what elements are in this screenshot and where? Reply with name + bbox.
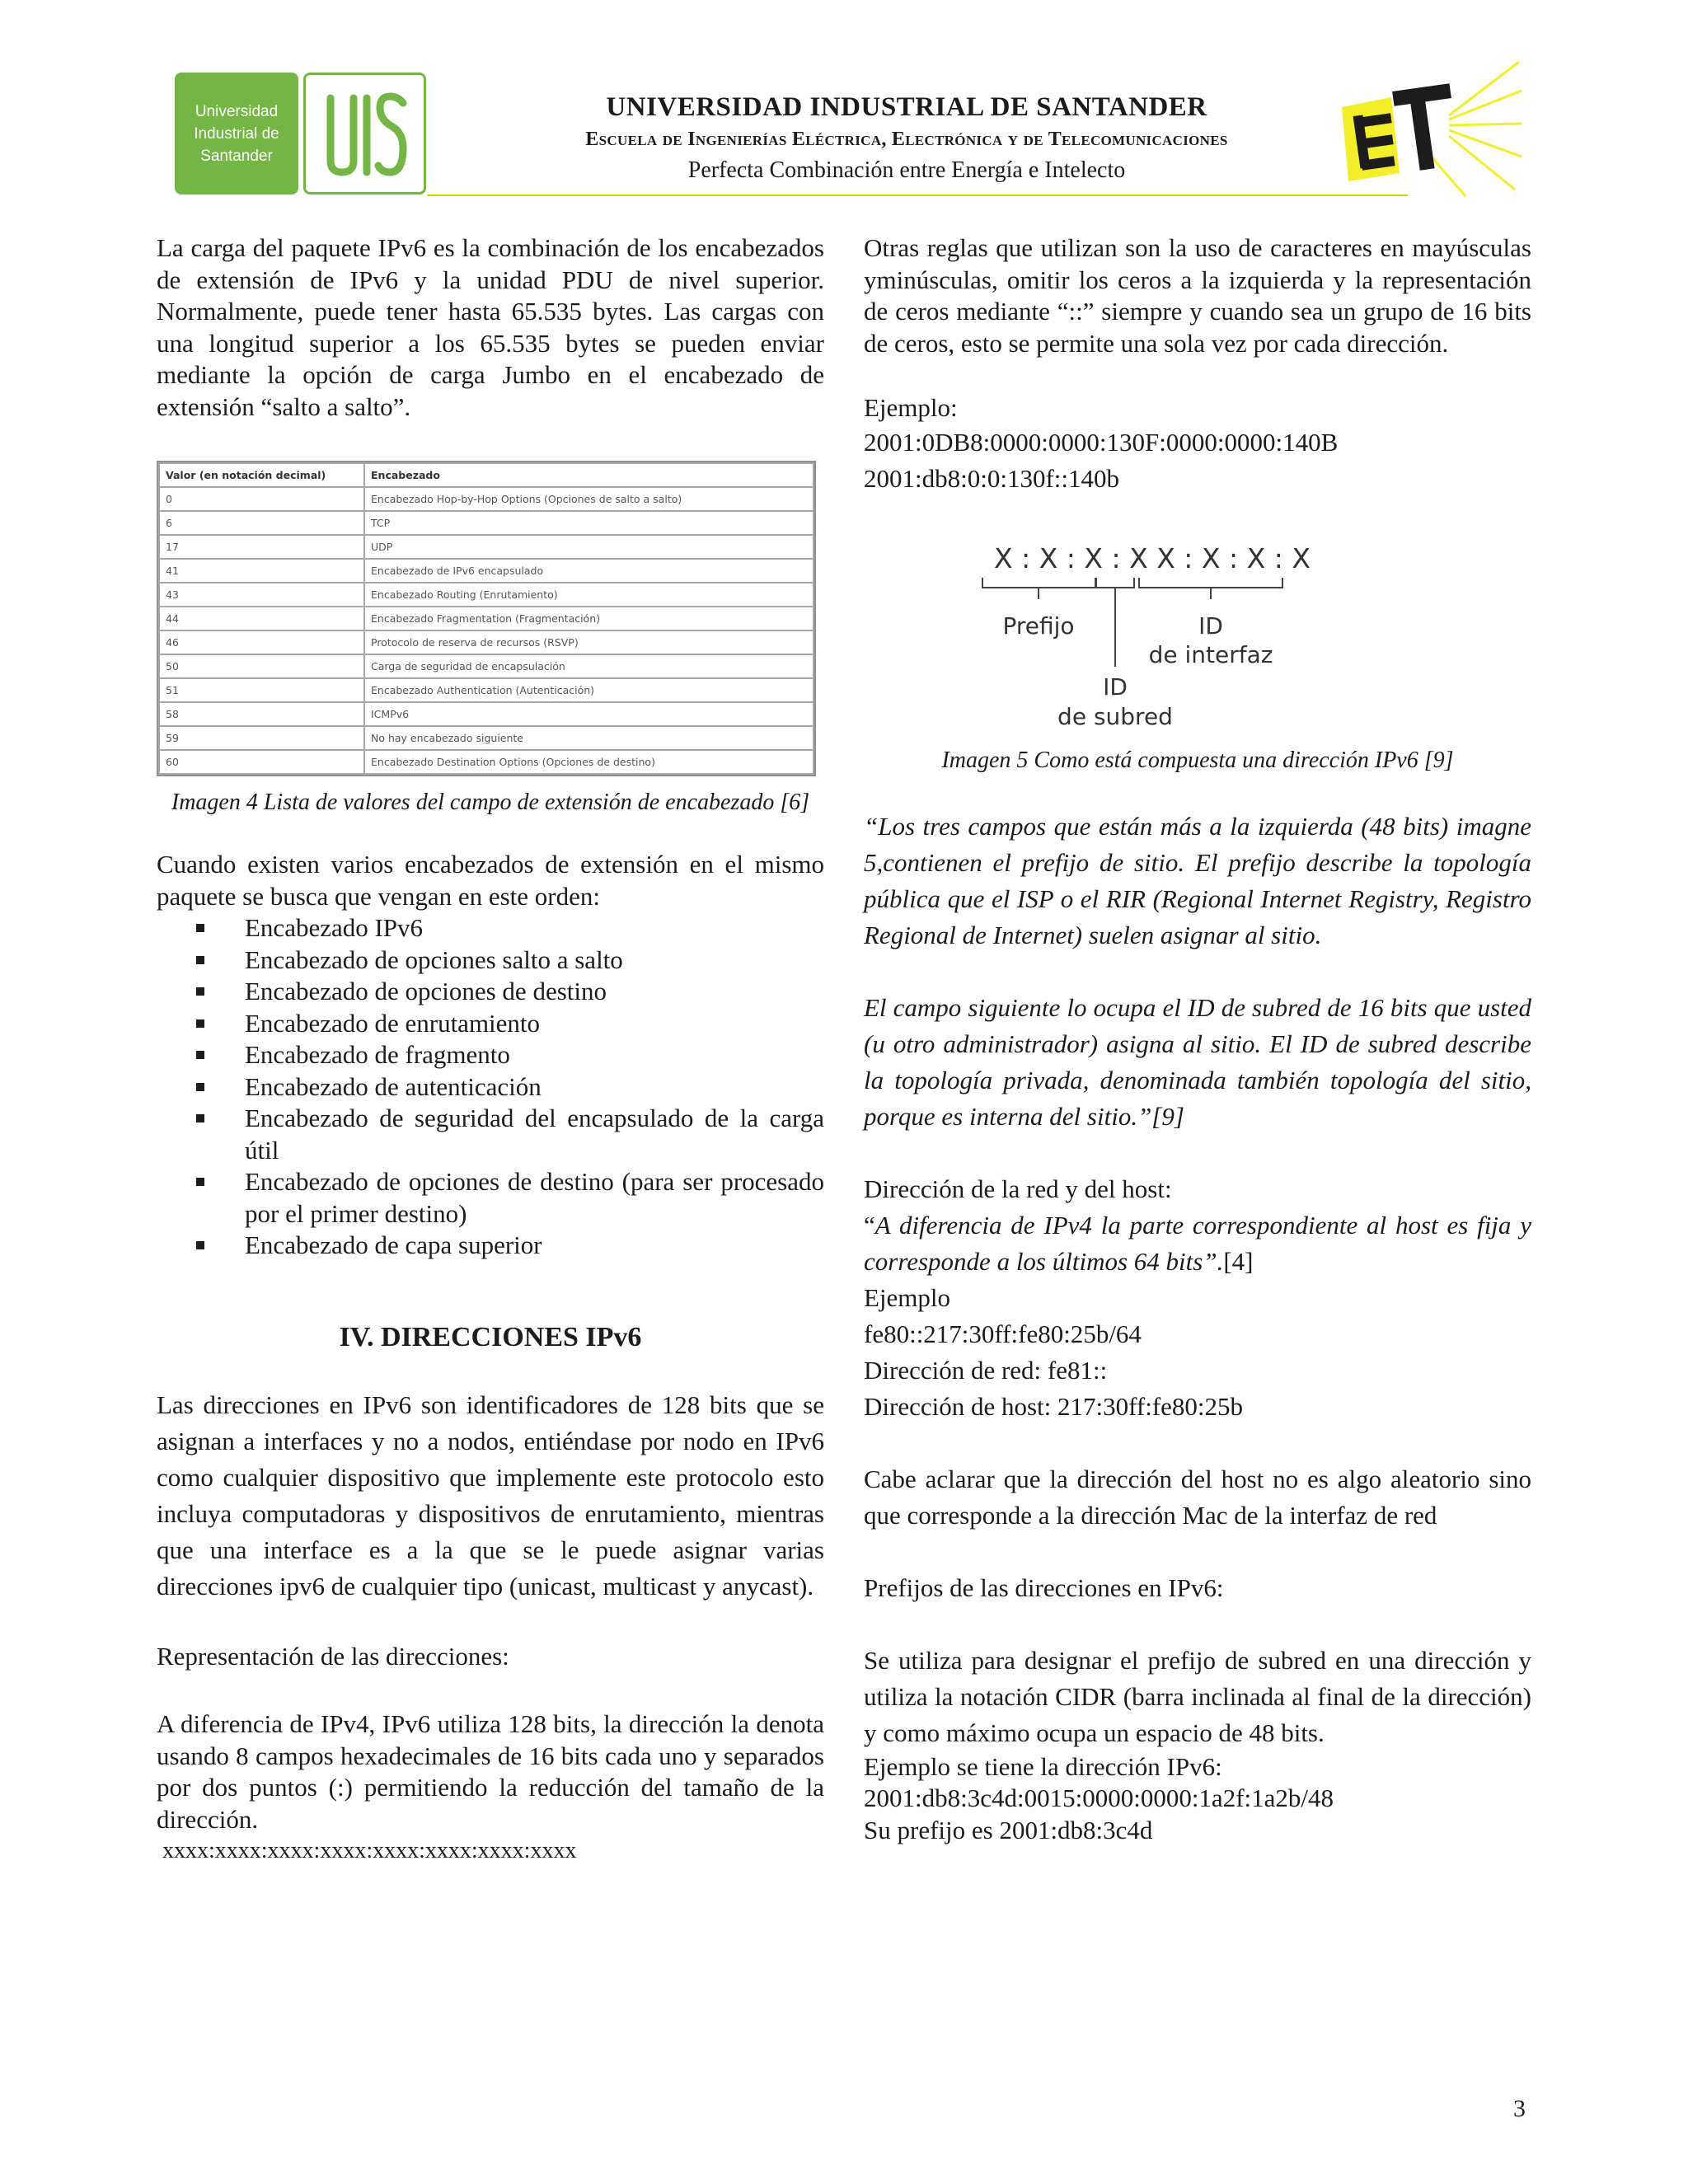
table-cell: Encabezado Authentication (Autenticación)	[364, 678, 814, 702]
table-cell: Protocolo de reserva de recursos (RSVP)	[364, 630, 814, 654]
table-row	[159, 630, 814, 654]
table-row	[159, 559, 814, 583]
header-divider	[427, 194, 1408, 196]
example-label: Ejemplo	[864, 1282, 951, 1312]
uis-logo-line: Industrial de	[194, 124, 279, 143]
extension-header-table	[157, 461, 816, 776]
table-cell: 44	[159, 607, 364, 630]
table-header-cell: Valor (en notación decimal)	[159, 463, 364, 487]
example-address: 2001:0DB8:0000:0000:130F:0000:0000:140B	[864, 427, 1339, 457]
list-item: Encabezado de seguridad del encapsulado de la carga útil	[157, 1103, 824, 1166]
table-row	[159, 654, 814, 678]
diagram-interface-id-label: ID	[1198, 612, 1223, 640]
table-cell: 60	[159, 750, 364, 774]
table-row	[159, 487, 814, 511]
host-address: Dirección de host: 217:30ff:fe80:25b	[864, 1391, 1244, 1421]
diagram-subnet-id-label: ID	[1103, 673, 1128, 701]
diagram-prefix-label: Prefijo	[1002, 612, 1075, 640]
table-row	[159, 511, 814, 535]
table-row	[159, 678, 814, 702]
figure-caption: Imagen 5 Como está compuesta una dirección IPv6 [9]	[941, 747, 1454, 773]
uis-logo	[175, 73, 426, 194]
table-cell: Encabezado de IPv6 encapsulado	[364, 559, 814, 583]
list-item: Encabezado de autenticación	[157, 1071, 824, 1104]
uis-emblem-icon	[303, 73, 426, 194]
et-logo	[1342, 58, 1523, 198]
table-cell: 43	[159, 583, 364, 607]
header-order-list	[157, 912, 824, 1262]
header-text-block	[429, 89, 1385, 186]
paragraph: La carga del paquete IPv6 es la combinación de los encabezados de extensión de IPv6 y la unidad PDU de nivel superior. Normalmente, puede tener hasta 65.535 bytes. Las cargas con una longitud superior a los 65.535 bytes se pueden enviar mediante la opción de carga Jumbo en el encabezado de extensión “salto a salto”.	[157, 233, 824, 421]
paragraph: A diferencia de IPv4, IPv6 utiliza 128 bits, la dirección la denota usando 8 campos hexadecimales de 16 bits cada uno y separados por dos puntos (:) permitiendo la reducción del tamaño de la dirección.	[157, 1709, 824, 1834]
table-cell: 51	[159, 678, 364, 702]
address-format: xxxx:xxxx:xxxx:xxxx:xxxx:xxxx:xxxx:xxxx	[157, 1838, 577, 1863]
table-cell: 0	[159, 487, 364, 511]
paragraph: Representación de las direcciones:	[157, 1641, 509, 1671]
table-cell: 46	[159, 630, 364, 654]
table-header-row	[159, 463, 814, 487]
diagram-interface-id-label: de interfaz	[1148, 640, 1273, 668]
list-item: Encabezado de opciones de destino (para ser procesado por el primer destino)	[157, 1166, 824, 1230]
list-item: Encabezado IPv6	[157, 912, 824, 944]
uis-logo-line: Universidad	[195, 102, 279, 120]
table-cell: 6	[159, 511, 364, 535]
table-cell: 58	[159, 702, 364, 726]
table-cell: No hay encabezado siguiente	[364, 726, 814, 750]
table-row	[159, 583, 814, 607]
table-cell: Encabezado Routing (Enrutamiento)	[364, 583, 814, 607]
example-address: fe80::217:30ff:fe80:25b/64	[864, 1319, 1142, 1348]
table-cell: UDP	[364, 535, 814, 559]
quote-paragraph: El campo siguiente lo ocupa el ID de subred de 16 bits que usted (u otro administrador) asigna al sitio. El ID de subred describe la topología privada, denominada también topología del sitio, porque es interna del sitio.”[9]	[864, 992, 1531, 1131]
left-column	[157, 232, 824, 1868]
table-cell: 59	[159, 726, 364, 750]
section-title: IV. DIRECCIONES IPv6	[339, 1321, 642, 1352]
paragraph: Las direcciones en IPv6 son identificadores de 128 bits que se asignan a interfaces y no a nodos, entiéndase por nodo en IPv6 como cualquier dispositivo que implemente este protocolo esto incluya computadoras y dispositivos de enrutamiento, mientras que una interface es a la que se le puede asignar varias direcciones ipv6 de cualquier tipo (unicast, multicast y anycast).	[157, 1390, 824, 1601]
school-name: Escuela de Ingenierías Eléctrica, Electrónica y de Telecomunicaciones	[585, 129, 1228, 150]
example-label: Ejemplo:	[864, 393, 958, 422]
table-cell: Encabezado Fragmentation (Fragmentación)	[364, 607, 814, 630]
citation: [4]	[1223, 1246, 1254, 1276]
example-address: 2001:db8:0:0:130f::140b	[864, 463, 1119, 493]
table-row	[159, 702, 814, 726]
list-item: Encabezado de capa superior	[157, 1230, 824, 1262]
diagram-subnet-id-label: de subred	[1057, 702, 1173, 730]
table-header-cell: Encabezado	[364, 463, 814, 487]
subheading: Prefijos de las direcciones en IPv6:	[864, 1572, 1224, 1602]
right-column	[864, 232, 1531, 1846]
figure-caption: Imagen 4 Lista de valores del campo de extensión de encabezado [6]	[171, 790, 810, 815]
table-row	[159, 726, 814, 750]
network-address: Dirección de red: fe81::	[864, 1355, 1108, 1385]
example-address: 2001:db8:3c4d:0015:0000:0000:1a2f:1a2b/48	[864, 1783, 1334, 1812]
quote-paragraph	[864, 1207, 1531, 1280]
ipv6-address-diagram	[864, 527, 1531, 741]
table-cell: Encabezado Destination Options (Opciones de destino)	[364, 750, 814, 774]
paragraph: Se utiliza para designar el prefijo de subred en una dirección y utiliza la notación CIDR (barra inclinada al final de la dirección) y como máximo ocupa un espacio de 48 bits.	[864, 1645, 1531, 1747]
table-cell: 50	[159, 654, 364, 678]
example-label: Ejemplo se tiene la dirección IPv6:	[864, 1751, 1222, 1781]
table-cell: TCP	[364, 511, 814, 535]
uis-logo-text-box	[175, 73, 298, 194]
motto: Perfecta Combinación entre Energía e Intelecto	[687, 157, 1126, 183]
example-prefix: Su prefijo es 2001:db8:3c4d	[864, 1815, 1153, 1844]
paragraph: Cuando existen varios encabezados de extensión en el mismo paquete se busca que vengan en este orden:	[157, 850, 824, 911]
table-cell: Carga de seguridad de encapsulación	[364, 654, 814, 678]
quote-text: A diferencia de IPv4 la parte correspondiente al host es fija y corresponde a los últimos 64 bits”.	[864, 1210, 1531, 1276]
table-row	[159, 535, 814, 559]
table-cell: 41	[159, 559, 364, 583]
table-cell: Encabezado Hop-by-Hop Options (Opciones de salto a salto)	[364, 487, 814, 511]
table-row	[159, 607, 814, 630]
university-name: UNIVERSIDAD INDUSTRIAL DE SANTANDER	[606, 92, 1207, 122]
list-item: Encabezado de enrutamiento	[157, 1008, 824, 1040]
page-number: 3	[1513, 2095, 1526, 2122]
table-cell: 17	[159, 535, 364, 559]
diagram-address-text: X : X : X : X X : X : X : X	[994, 541, 1311, 574]
list-item: Encabezado de opciones salto a salto	[157, 944, 824, 977]
table-cell: ICMPv6	[364, 702, 814, 726]
uis-logo-line: Santander	[200, 147, 273, 165]
quote-paragraph: “Los tres campos que están más a la izquierda (48 bits) imagne 5,contienen el prefijo de sitio. El prefijo describe la topología pública que el ISP o el RIR (Regional Internet Registry, Registro Regional de Internet) suelen asignar al sitio.	[864, 811, 1531, 949]
list-item: Encabezado de opciones de destino	[157, 976, 824, 1008]
list-item: Encabezado de fragmento	[157, 1039, 824, 1071]
quote-mark: “	[864, 1210, 875, 1240]
subheading: Dirección de la red y del host:	[864, 1174, 1172, 1203]
table-row	[159, 750, 814, 774]
paragraph: Otras reglas que utilizan son la uso de caracteres en mayúsculas yminúsculas, omitir los ceros a la izquierda y la representación de ceros mediante “::” siempre y cuando sea un grupo de 16 bits de ceros, esto se permite una sola vez por cada dirección.	[864, 233, 1531, 358]
paragraph: Cabe aclarar que la dirección del host no es algo aleatorio sino que corresponde a la dirección Mac de la interfaz de red	[864, 1464, 1531, 1530]
